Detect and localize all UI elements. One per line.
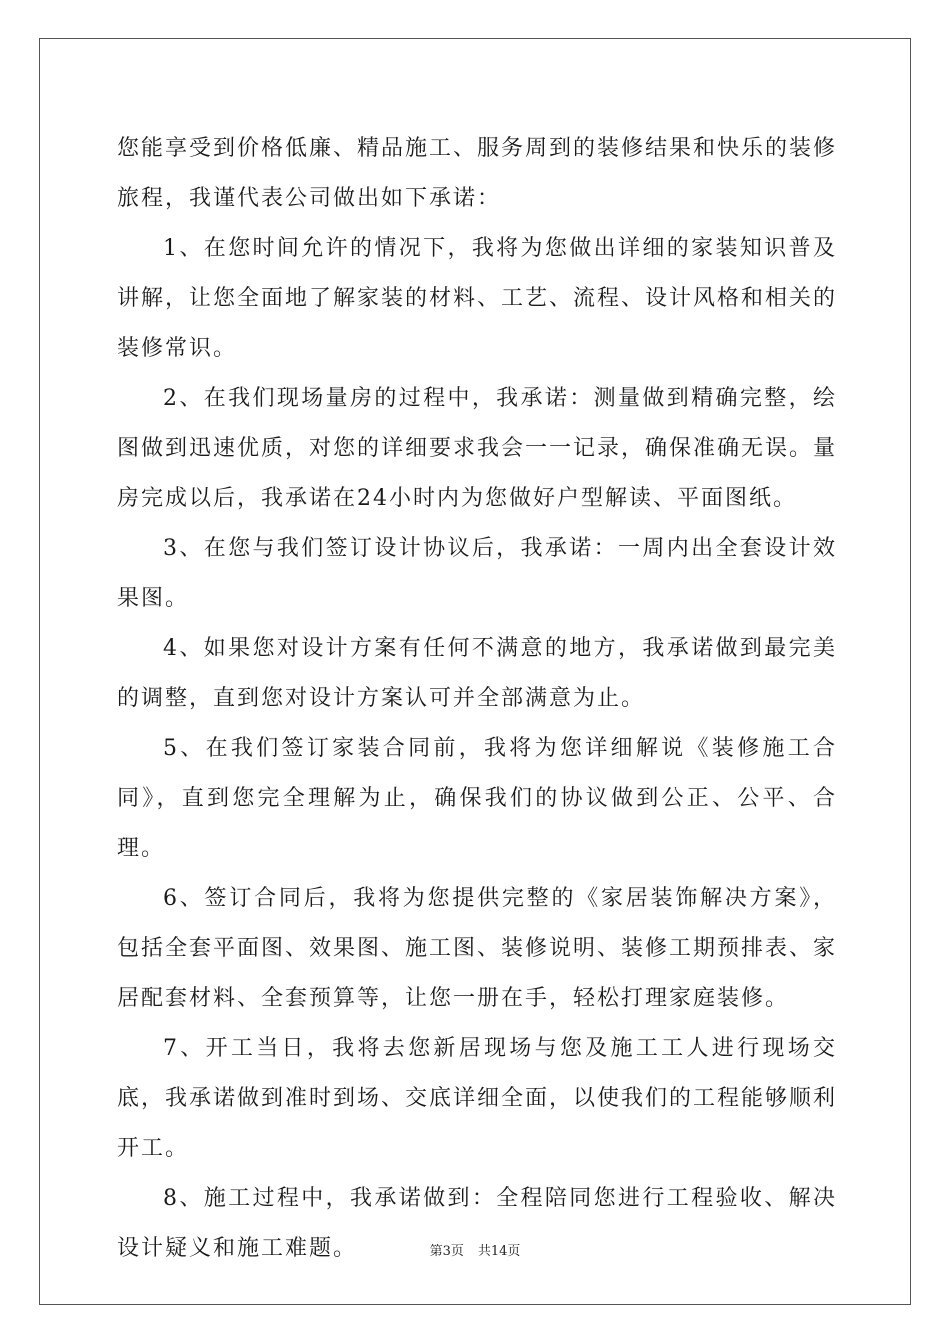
paragraph-item-5: 5、在我们签订家装合同前，我将为您详细解说《装修施工合同》，直到您完全理解为止，确保我们的协议做到公正、公平、合理。 — [117, 736, 837, 861]
paragraph-intro: 您能享受到价格低廉、精品施工、服务周到的装修结果和快乐的装修旅程，我谨代表公司做出如下承诺： — [117, 136, 838, 211]
page-footer — [0, 1244, 950, 1260]
paragraph-item-8: 8、施工过程中，我承诺做到：全程陪同您进行工程验收、解决设计疑义和施工难题。 — [117, 1186, 837, 1261]
paragraph-item-1: 1、在您时间允许的情况下，我将为您做出详细的家装知识普及讲解，让您全面地了解家装的材料、工艺、流程、设计风格和相关的装修常识。 — [117, 236, 838, 361]
paragraph-item-7: 7、开工当日，我将去您新居现场与您及施工工人进行现场交底，我承诺做到准时到场、交底详细全面，以使我们的工程能够顺利开工。 — [117, 1036, 838, 1161]
page-number: 第3页 — [429, 1244, 464, 1259]
document-body — [117, 124, 837, 1274]
paragraph-item-6: 6、签订合同后，我将为您提供完整的《家居装饰解决方案》，包括全套平面图、效果图、施工图、装修说明、装修工期预排表、家居配套材料、全套预算等，让您一册在手，轻松打理家庭装修。 — [117, 886, 838, 1011]
paragraph-item-2: 2、在我们现场量房的过程中，我承诺：测量做到精确完整，绘图做到迅速优质，对您的详细要求我会一一记录，确保准确无误。量房完成以后，我承诺在24小时内为您做好户型解读、平面图纸。 — [117, 386, 838, 511]
paragraph-item-3: 3、在您与我们签订设计协议后，我承诺：一周内出全套设计效果图。 — [117, 536, 837, 611]
paragraph-item-4: 4、如果您对设计方案有任何不满意的地方，我承诺做到最完美的调整，直到您对设计方案认可并全部满意为止。 — [117, 636, 837, 711]
page-total: 共14页 — [477, 1244, 521, 1259]
